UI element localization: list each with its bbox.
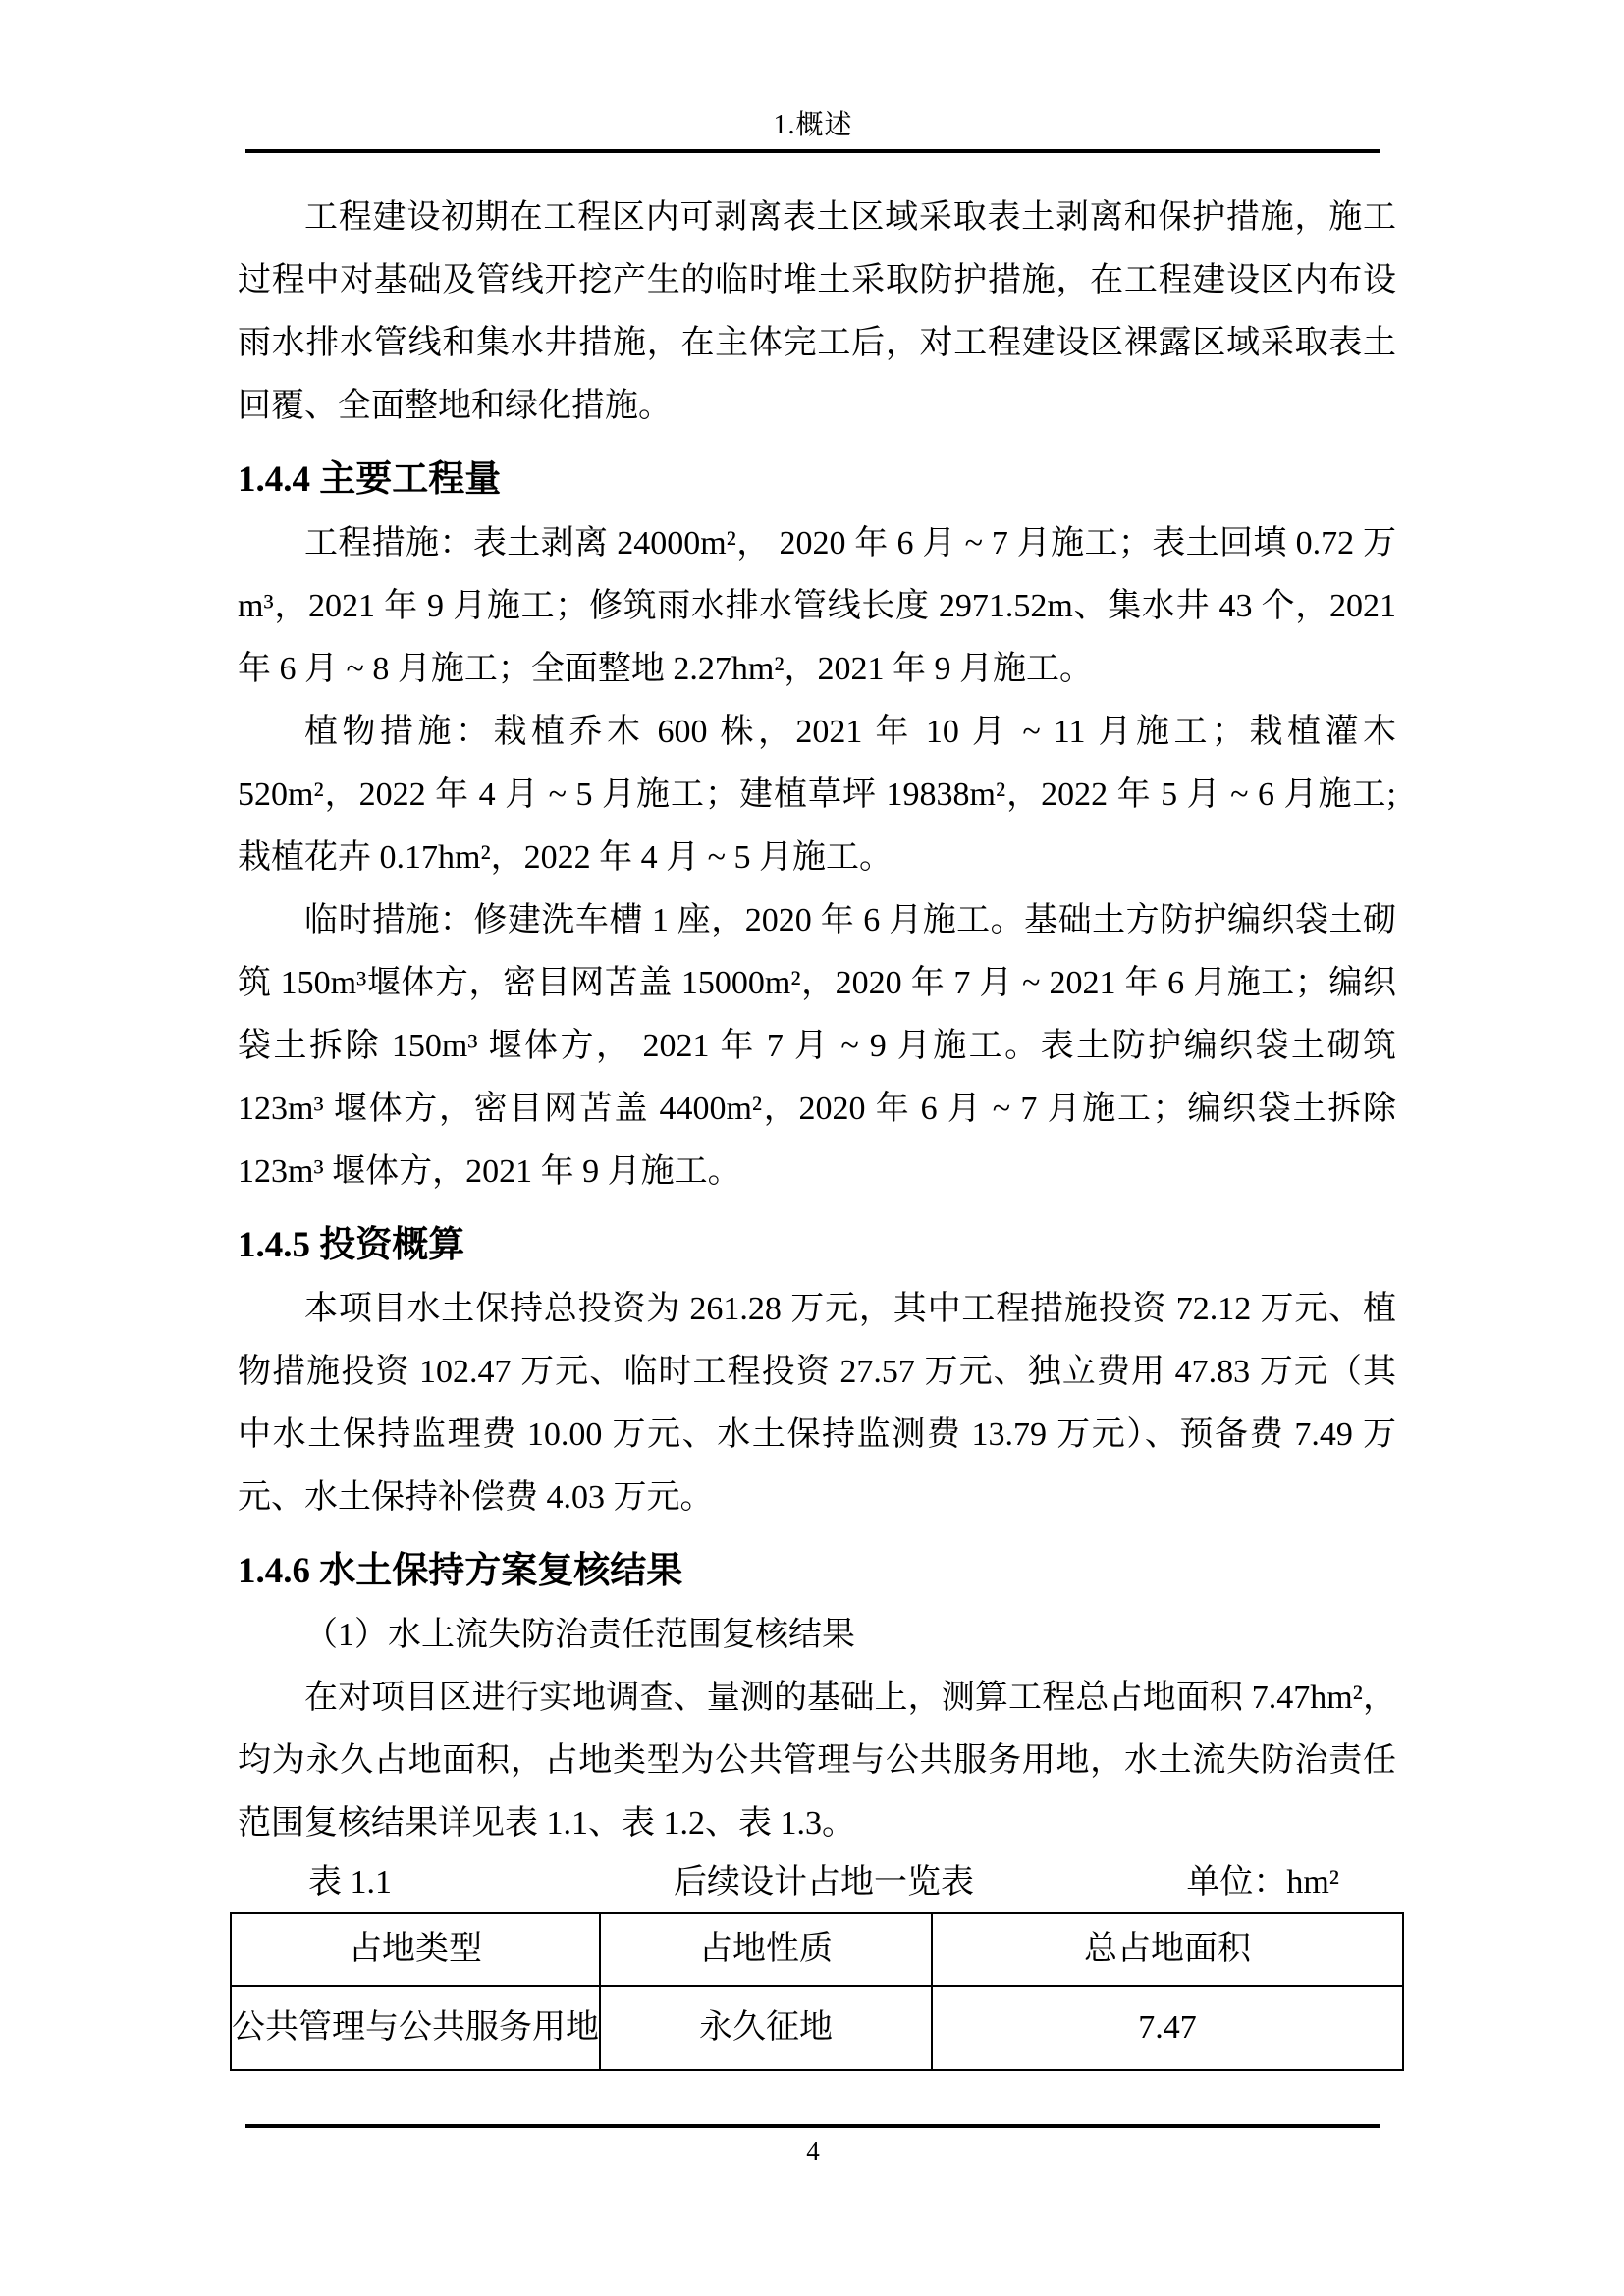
table-1-1-caption [238,1857,1396,1908]
paragraph-subitem-1: （1）水土流失防治责任范围复核结果 [304,1617,855,1653]
page-number: 4 [806,2136,820,2165]
paragraph-temporary-measures: 临时措施：修建洗车槽 1 座，2020 年 6 月施工。基础土方防护编织袋土砌筑 150m³堰体方，密目网苫盖 15000m²，2020 年 7 月 ~ 2021 年 6 月施工；编织袋土拆除 150m³ 堰体方， 2021 年 7 月 ~ 9 月施工。表土防护编织袋土砌筑 123m³ 堰体方，密目网苫盖 4400m²，2020 年 6 月 ~ 7 月施工；编织袋土拆除 123m³ 堰体方，2021 年 9 月施工。 [238,902,1396,1190]
document-body [232,187,1396,2071]
table-header-row [231,1913,1403,1986]
page-header [245,110,1380,153]
paragraph-engineering-measures: 工程措施：表土剥离 24000m²， 2020 年 6 月 ~ 7 月施工；表土回填 0.72 万 m³，2021 年 9 月施工；修筑雨水排水管线长度 2971.52m、集水井 43 个，2021 年 6 月 ~ 8 月施工；全面整地 2.27hm²，2021 年 9 月施工。 [238,525,1396,687]
table-number: 表 1.1 [308,1864,392,1900]
col-header-land-type: 占地类型 [231,1913,600,1986]
paragraph-plant-measures: 植物措施：栽植乔木 600 株，2021 年 10 月 ~ 11 月施工；栽植灌木 520m²，2022 年 4 月 ~ 5 月施工；建植草坪 19838m²，2022 年 5 月 ~ 6 月施工;栽植花卉 0.17hm²，2022 年 4 月 ~ 5 月施工。 [238,714,1396,876]
heading-1-4-5: 1.4.5 投资概算 [238,1225,465,1265]
paragraph-review-result: 在对项目区进行实地调查、量测的基础上，测算工程总占地面积 7.47hm²，均为永久占地面积，占地类型为公共管理与公共服务用地，水土流失防治责任范围复核结果详见表 1.1、表 1.2、表 1.3。 [238,1680,1396,1842]
cell-land-nature: 永久征地 [600,1986,932,2070]
land-use-table [230,1912,1404,2071]
page-footer [245,2124,1380,2165]
footer-rule [245,2124,1380,2128]
header-rule [245,149,1380,153]
heading-1-4-6: 1.4.6 水土保持方案复核结果 [238,1551,683,1591]
col-header-total-area: 总占地面积 [932,1913,1403,1986]
paragraph-intro: 工程建设初期在工程区内可剥离表土区域采取表土剥离和保护措施，施工过程中对基础及管线开挖产生的临时堆土采取防护措施，在工程建设区内布设雨水排水管线和集水井措施，在主体完工后，对工程建设区裸露区域采取表土回覆、全面整地和绿化措施。 [238,199,1396,424]
cell-total-area: 7.47 [932,1986,1403,2070]
col-header-land-nature: 占地性质 [600,1913,932,1986]
table-row [231,1986,1403,2070]
table-title: 后续设计占地一览表 [674,1864,974,1900]
running-head: 1.概述 [773,110,853,140]
table-unit: 单位：hm² [1186,1864,1339,1900]
cell-land-type: 公共管理与公共服务用地 [231,1986,600,2070]
paragraph-investment: 本项目水土保持总投资为 261.28 万元，其中工程措施投资 72.12 万元、植物措施投资 102.47 万元、临时工程投资 27.57 万元、独立费用 47.83 万元（其中水土保持监理费 10.00 万元、水土保持监测费 13.79 万元）、预备费 7.49 万元、水土保持补偿费 4.03 万元。 [238,1291,1396,1516]
heading-1-4-4: 1.4.4 主要工程量 [238,459,502,500]
